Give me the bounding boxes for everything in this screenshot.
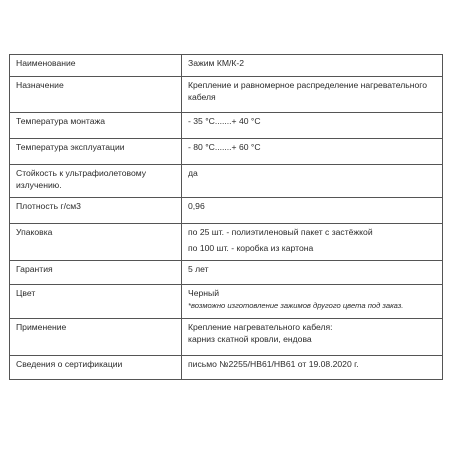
row-value-uv-resistance: да xyxy=(182,165,443,198)
row-value-application: Крепление нагревательного кабеля: карниз скатной кровли, ендова xyxy=(182,319,443,356)
table-row xyxy=(10,77,443,113)
table-row xyxy=(10,139,443,165)
row-label-packaging: Упаковка xyxy=(10,224,182,261)
row-value-purpose: Крепление и равномерное распределение нагревательного кабеля xyxy=(182,77,443,113)
row-label-purpose: Назначение xyxy=(10,77,182,113)
table-row xyxy=(10,198,443,224)
row-value-warranty: 5 лет xyxy=(182,261,443,285)
row-value-certification: письмо №2255/НВ61/НВ61 от 19.08.2020 г. xyxy=(182,356,443,380)
table-row xyxy=(10,356,443,380)
row-label-density: Плотность г/см3 xyxy=(10,198,182,224)
row-label-color: Цвет xyxy=(10,285,182,319)
row-value-operating-temperature: - 80 °С.......+ 60 °С xyxy=(182,139,443,165)
table-row xyxy=(10,224,443,261)
specification-table xyxy=(9,54,443,380)
table-row xyxy=(10,113,443,139)
row-label-name: Наименование xyxy=(10,55,182,77)
row-label-operating-temperature: Температура эксплуатации xyxy=(10,139,182,165)
table-row xyxy=(10,261,443,285)
row-value-density: 0,96 xyxy=(182,198,443,224)
row-value-name: Зажим КМ/К-2 xyxy=(182,55,443,77)
table-row xyxy=(10,285,443,319)
row-label-application: Применение xyxy=(10,319,182,356)
row-value-color: Черный *возможно изготовление зажимов другого цвета под заказ. xyxy=(182,285,443,319)
row-value-packaging: по 25 шт. - полиэтиленовый пакет с застёжкой по 100 шт. - коробка из картона xyxy=(182,224,443,261)
row-label-mounting-temperature: Температура монтажа xyxy=(10,113,182,139)
table-row xyxy=(10,319,443,356)
row-label-certification: Сведения о сертификации xyxy=(10,356,182,380)
color-note: *возможно изготовление зажимов другого цвета под заказ. xyxy=(188,300,404,310)
table-row xyxy=(10,165,443,198)
row-label-warranty: Гарантия xyxy=(10,261,182,285)
row-label-uv-resistance: Стойкость к ультрафиолетовому излучению. xyxy=(10,165,182,198)
row-value-mounting-temperature: - 35 °С.......+ 40 °С xyxy=(182,113,443,139)
table-row xyxy=(10,55,443,77)
